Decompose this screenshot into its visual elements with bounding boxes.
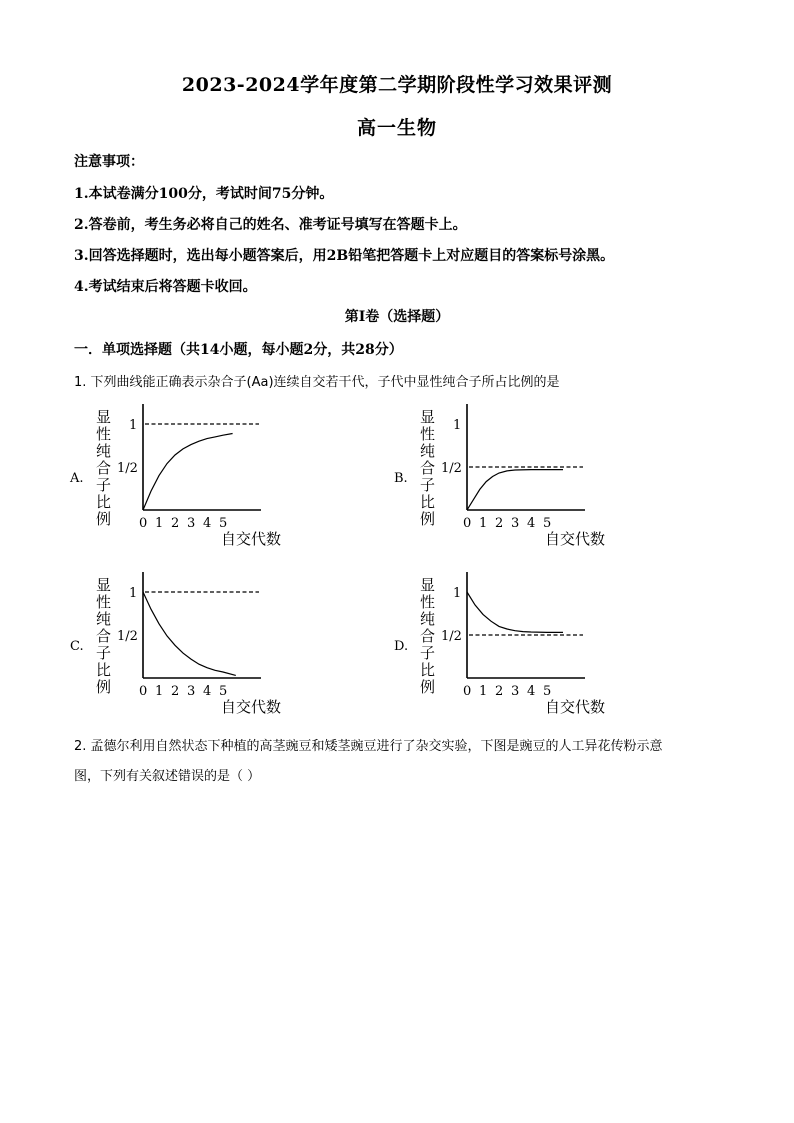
y-axis-label-char: 比 <box>420 661 436 679</box>
y-axis-label-char: 显 <box>420 576 436 594</box>
option-d-graph <box>392 570 612 720</box>
y-axis-label-char: 例 <box>96 510 112 528</box>
x-axis-label: 自交代数 <box>545 698 606 716</box>
section-title: 第I卷（选择题） <box>344 309 450 325</box>
x-tick-label: 5 <box>543 684 552 699</box>
y-axis-label-char: 子 <box>420 476 436 494</box>
y-tick-label: 1/2 <box>441 629 462 644</box>
y-axis-label-char: 合 <box>420 459 436 477</box>
y-tick-label: 1/2 <box>441 461 462 476</box>
note-item: 3.回答选择题时，选出每小题答案后，用2B铅笔把答题卡上对应题目的答案标号涂黑。 <box>74 248 615 264</box>
y-axis-label-char: 纯 <box>96 610 112 628</box>
y-axis-label-char: 例 <box>420 678 436 696</box>
x-tick-label: 1 <box>155 684 164 699</box>
x-tick-label: 2 <box>495 684 504 699</box>
option-label: C. <box>70 639 84 654</box>
x-tick-label: 0 <box>463 684 472 699</box>
y-tick-label: 1 <box>129 586 138 601</box>
x-tick-label: 4 <box>527 516 536 531</box>
y-tick-label: 1 <box>129 418 138 433</box>
x-tick-label: 4 <box>203 684 212 699</box>
option-c-graph <box>68 570 288 720</box>
note-item: 4.考试结束后将答题卡收回。 <box>74 279 257 295</box>
notes-heading: 注意事项： <box>74 154 144 170</box>
x-tick-label: 3 <box>511 684 520 699</box>
option-a-graph <box>68 402 288 552</box>
y-axis-label-char: 子 <box>96 644 112 662</box>
question-2-text-cont: 图，下列有关叙述错误的是（ ） <box>74 769 261 784</box>
y-tick-label: 1 <box>453 586 462 601</box>
y-axis-label-char: 比 <box>96 661 112 679</box>
x-tick-label: 3 <box>511 516 520 531</box>
y-axis-label-char: 例 <box>420 510 436 528</box>
option-label: D. <box>394 639 409 654</box>
x-tick-label: 4 <box>527 684 536 699</box>
part-title: 一．单项选择题（共14小题，每小题2分，共28分） <box>74 342 403 358</box>
option-label: B. <box>394 471 408 486</box>
exam-title: 2023-2024学年度第二学期阶段性学习效果评测 <box>181 74 613 96</box>
option-b-graph <box>392 402 612 552</box>
y-axis-label-char: 显 <box>96 408 112 426</box>
y-axis-label-char: 纯 <box>420 610 436 628</box>
question-2-text: 2. 孟德尔利用自然状态下种植的高茎豌豆和矮茎豌豆进行了杂交实验，下图是豌豆的人工异花传粉示意 <box>74 739 663 754</box>
x-tick-label: 1 <box>479 684 488 699</box>
x-tick-label: 1 <box>155 516 164 531</box>
y-axis-label-char: 比 <box>420 493 436 511</box>
x-tick-label: 3 <box>187 516 196 531</box>
y-axis-label-char: 比 <box>96 493 112 511</box>
y-axis-label-char: 纯 <box>420 442 436 460</box>
x-tick-label: 0 <box>463 516 472 531</box>
x-tick-label: 1 <box>479 516 488 531</box>
y-axis-label-char: 合 <box>96 459 112 477</box>
y-tick-label: 1/2 <box>117 461 138 476</box>
exam-subject: 高一生物 <box>356 117 437 139</box>
y-tick-label: 1 <box>453 418 462 433</box>
x-axis-label: 自交代数 <box>221 698 282 716</box>
y-tick-label: 1/2 <box>117 629 138 644</box>
y-axis-label-char: 性 <box>420 425 436 443</box>
y-axis-label-char: 合 <box>420 627 436 645</box>
y-axis-label-char: 显 <box>96 576 112 594</box>
y-axis-label-char: 例 <box>96 678 112 696</box>
x-tick-label: 0 <box>139 684 148 699</box>
note-item: 1.本试卷满分100分，考试时间75分钟。 <box>74 186 334 202</box>
x-tick-label: 4 <box>203 516 212 531</box>
y-axis-label-char: 显 <box>420 408 436 426</box>
y-axis-label-char: 子 <box>96 476 112 494</box>
x-tick-label: 2 <box>495 516 504 531</box>
y-axis-label-char: 性 <box>96 593 112 611</box>
y-axis-label-char: 纯 <box>96 442 112 460</box>
x-tick-label: 5 <box>219 684 228 699</box>
note-item: 2.答卷前，考生务必将自己的姓名、准考证号填写在答题卡上。 <box>74 217 467 233</box>
y-axis-label-char: 子 <box>420 644 436 662</box>
question-1-text: 1. 下列曲线能正确表示杂合子(Aa)连续自交若干代，子代中显性纯合子所占比例的是 <box>74 375 560 390</box>
x-axis-label: 自交代数 <box>545 530 606 548</box>
curve-line <box>143 592 236 675</box>
curve-line <box>467 592 563 632</box>
x-tick-label: 0 <box>139 516 148 531</box>
y-axis-label-char: 合 <box>96 627 112 645</box>
x-tick-label: 5 <box>543 516 552 531</box>
x-tick-label: 5 <box>219 516 228 531</box>
y-axis-label-char: 性 <box>96 425 112 443</box>
x-tick-label: 2 <box>171 684 180 699</box>
x-axis-label: 自交代数 <box>221 530 282 548</box>
y-axis-label-char: 性 <box>420 593 436 611</box>
curve-line <box>143 434 233 511</box>
x-tick-label: 3 <box>187 684 196 699</box>
x-tick-label: 2 <box>171 516 180 531</box>
curve-line <box>467 470 563 510</box>
option-label: A. <box>70 471 84 486</box>
